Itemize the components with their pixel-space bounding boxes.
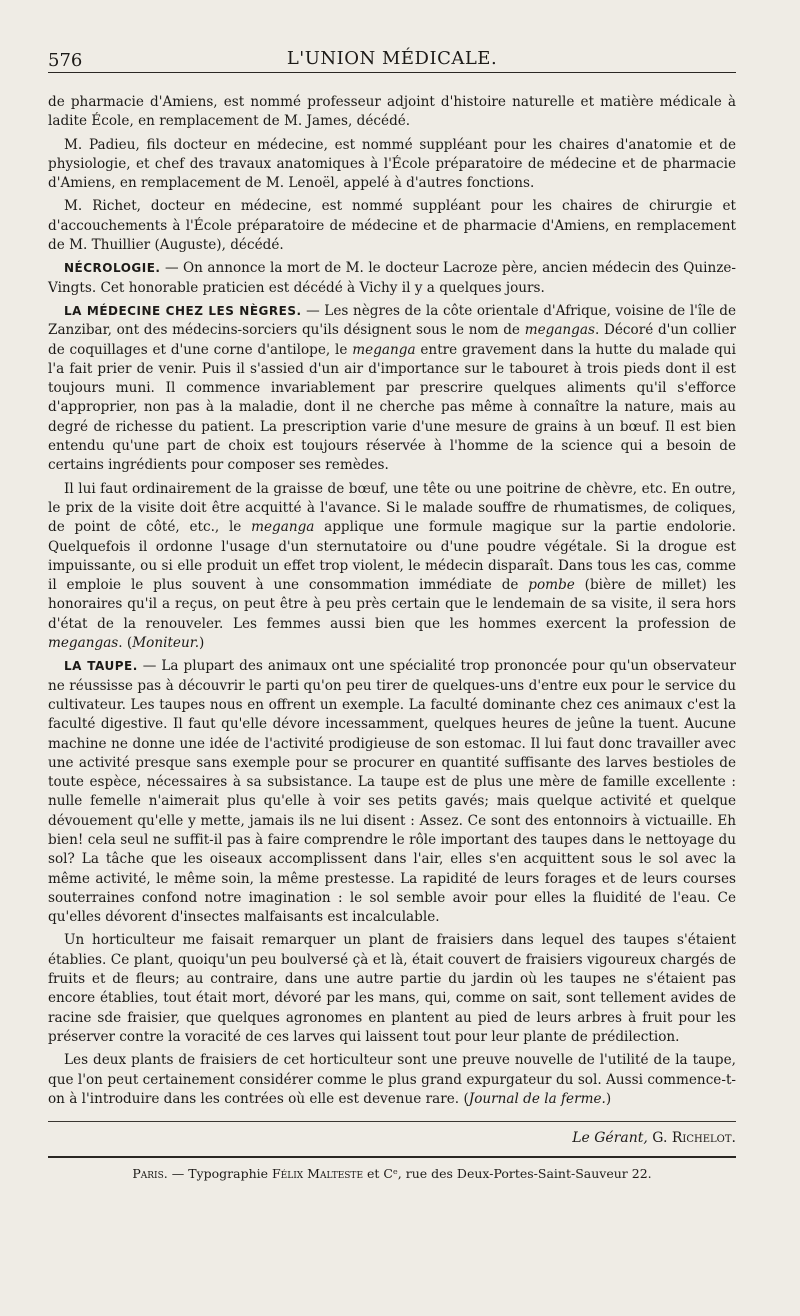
paragraph-amiens-continued: de pharmacie d'Amiens, est nommé professeur adjoint d'histoire naturelle et matière médicale à ladite École, en remplacement de M. James, décédé. (48, 94, 736, 130)
negres-italic-2: meganga (352, 341, 416, 358)
paragraph-conclusion (48, 1051, 736, 1109)
paragraph-richet: M. Richet, docteur en médecine, est nommé suppléant pour les chaires de chirurgie et d'accouchements à l'École préparatoire de médecine et de pharmacie d'Amiens, en remplacement de M. Thuillier (Auguste), décédé. (48, 198, 736, 254)
negres2-text-3: (bière de millet) les honoraires qu'il a reçus, on peut être à peu près certain que le lendemain de sa visite, il sera hors d'état de la renouveler. Les femmes aussi bien que les hommes exercent la profession de (48, 577, 736, 632)
paragraph-medecine-negres (48, 302, 736, 476)
paragraph-necrologie (48, 259, 736, 298)
negres-text-3: entre gravement dans la hutte du malade qui l'a fait prier de venir. Puis il s'assied d'un air d'importance sur le tabouret à trois pieds dont il est toujours muni. Il commence invariablement par prescrire quelques aliments qu'il s'efforce d'approprier, non pas à la maladie, dont il ne cherche pas même à connaître la nature, mais au degré de richesse du patient. La prescription varie d'une mesure de grains à un bœuf. Il est bien entendu qu'une part de choix est toujours réservée à l'homme de la science qui a besoin de certains ingrédients pour composer ses remèdes. (48, 341, 736, 474)
conclusion-close: ) (605, 1090, 612, 1107)
negres2-text-5: ) (199, 635, 205, 652)
paragraph-negres-continued (48, 480, 736, 654)
necrologie-text: — On annonce la mort de M. le docteur Lacroze père, ancien médecin des Quinze-Vingts. Cet honorable praticien est décédé à Vichy il y a quelques jours. (48, 260, 736, 296)
negres2-italic-1: meganga (251, 519, 315, 536)
signature (48, 1121, 736, 1146)
footer-text-2: et Cᵉ, rue des Deux-Portes-Saint-Sauveur 22. (363, 1166, 652, 1182)
conclusion-text: Les deux plants de fraisiers de cet horticulteur sont une preuve nouvelle de l'utilité de la taupe, que l'on peut certainement considérer comme le plus grand expurgateur du sol. Aussi commence-t-on à l'introduire dans les contrées où elle est devenue rare. ( (48, 1052, 736, 1107)
negres2-italic-2: pombe (528, 577, 575, 594)
paragraph-padieu: M. Padieu, fils docteur en médecine, est nommé suppléant pour les chaires d'anatomie et de physiologie, et chef des travaux anatomiques à l'École préparatoire de médecine et de pharmacie d'Amiens, en remplacement de M. Lenoël, appelé à d'autres fonctions. (48, 136, 736, 192)
negres2-italic-3: megangas (48, 635, 119, 652)
negres2-text-2: applique une formule magique sur la partie endolorie. Quelquefois il ordonne l'usage d'un sternutatoire ou d'une poudre végétale. Si la drogue est impuissante, ou si elle produit un effet trop violent, le médecin disparaît. Dans tous les cas, comme il emploie le plus souvent à une consommation immédiate de (48, 519, 736, 594)
page-header (48, 40, 736, 73)
footer-city: Paris. (132, 1166, 168, 1182)
negres-italic-1: megangas (524, 322, 595, 339)
rubric-medecine-negres: LA MÉDECINE CHEZ LES NÈGRES. (64, 303, 302, 318)
signature-label: Le Gérant, (572, 1130, 648, 1147)
conclusion-source: Journal de la ferme. (468, 1090, 606, 1107)
article-body (48, 93, 736, 1109)
page-number: 576 (48, 50, 83, 71)
paragraph-horticulteur: Un horticulteur me faisait remarquer un plant de fraisiers dans lequel des taupes s'étaient établies. Ce plant, quoiqu'un peu boulversé çà et là, était couvert de fraisiers vigoureux chargés de fruits et de fleurs; au contraire, dans une autre partie du jardin où les taupes ne s'étaient pas encore établies, tout était mort, dévoré par les mans, qui, comme on sait, sont tellement avides de racine sde fraisier, que quelques agronomes en plantent au pied de leurs arbres à fruit pour les préserver contre la voracité de ces larves qui laissent tout pour leur plante de prédilection. (48, 932, 736, 1045)
footer-printer: Félix Malteste (272, 1166, 364, 1182)
rubric-taupe: LA TAUPE. (64, 659, 138, 674)
negres-text-1: — Les nègres de la côte orientale d'Afrique, voisine de l'île de Zanzibar, ont des médecins-sorciers qu'ils désignent sous le nom de (48, 302, 736, 339)
negres2-text-4: . ( (118, 635, 133, 652)
printer-footer (48, 1156, 736, 1181)
rubric-necrologie: NÉCROLOGIE. (64, 261, 161, 276)
signature-name: Richelot. (671, 1130, 736, 1147)
signature-initial: G. (652, 1130, 668, 1147)
taupe-text: — La plupart des animaux ont une spécialité trop prononcée pour qu'un observateur ne réussisse pas à découvrir le parti qu'on peu tirer de quelques-uns d'entre eux pour le service du cultivateur. Les taupes nous en offrent un exemple. La faculté dominante chez ces animaux c'est la faculté digestive. Il faut qu'elle dévore incessamment, quelques heures de jeûne la tuent. Aucune machine ne donne une idée de l'activité prodigieuse de son estomac. Il lui faut donc travailler avec une activité presque sans exemple pour se procurer en quantité suffisante des larves bestioles de toute espèce, nécessaires à sa subsistance. La taupe est de plus une mère de famille excellente : nulle femelle n'aimerait plus qu'elle à voir ses petits gavés; mais quelque activité et quelque dévouement qu'elle y mette, jamais ils ne lui disent : Assez. Ce sont des entonnoirs à victuaille. Eh bien! cela seul ne suffit-il pas à faire comprendre le rôle important des taupes dans le nettoyage du sol? La tâche que les oiseaux accomplissent dans l'air, elles s'en acquittent sous le sol avec la même activité, le même soin, la même prestesse. La rapidité de leurs forages et de leurs courses souterraines confond notre imagination : le sol semble avoir pour elles la fluidité de l'eau. Ce qu'elles dévorent d'insectes malfaisants est incalculable. (48, 658, 737, 926)
paragraph-taupe (48, 657, 736, 927)
negres2-italic-4: Moniteur. (132, 635, 200, 652)
footer-text-1: — Typographie (167, 1166, 272, 1182)
negres-text-2: . Décoré d'un collier de coquillages et d'une corne d'antilope, le (48, 322, 737, 358)
negres2-text-1: Il lui faut ordinairement de la graisse de bœuf, une tête ou une poitrine de chèvre, etc. En outre, le prix de la visite doit être acquitté à l'avance. Si le malade souffre de rhumatismes, de coliques, de point de côté, etc., le (48, 480, 736, 536)
journal-title: L'UNION MÉDICALE. (286, 48, 498, 69)
